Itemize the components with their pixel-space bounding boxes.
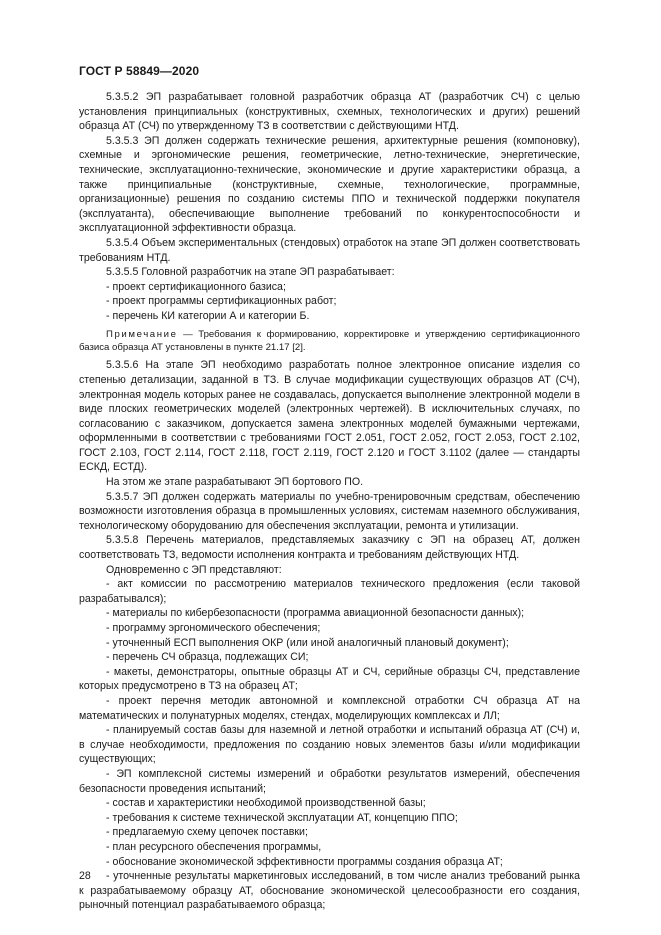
list-item: - акт комиссии по рассмотрению материалов технического предложения (если таковой разрабатывался); <box>79 578 580 605</box>
list-item: - перечень СЧ образца, подлежащих СИ; <box>106 651 309 664</box>
list-item: - предлагаемую схему цепочек поставки; <box>106 826 308 839</box>
list-item: - программу эргономического обеспечения; <box>106 622 321 634</box>
list-item: - проект сертификационного базиса; <box>106 280 286 293</box>
list-item: - макеты, демонстраторы, опытные образцы АТ и СЧ, серийные образцы СЧ, представление которых предусмотрено в ТЗ на образец АТ; <box>79 665 580 693</box>
paragraph: На этом же этапе разрабатывают ЭП бортового ПО. <box>106 476 364 489</box>
list-item: - требования к системе технической эксплуатации АТ, концепцию ППО; <box>106 811 458 824</box>
paragraph: Одновременно с ЭП представляют: <box>106 563 282 576</box>
paragraph: 5.3.5.8 Перечень материалов, представляемых заказчику с ЭП на образец АТ, должен соответствовать ТЗ, ведомости исполнения контракта и требованиям действующих НТД. <box>79 534 580 562</box>
note <box>79 328 580 355</box>
list-item: - материалы по кибербезопасности (программа авиационной безопасности данных); <box>106 607 525 620</box>
paragraph: 5.3.5.7 ЭП должен содержать материалы по учебно-тренировочным средствам, обеспечению возможности изготовления образца в промышленных условиях, системам наземного обслуживания, технологическому оборудованию для обеспечения эксплуатации, ремонта и утилизации. <box>79 490 580 532</box>
list-item: - ЭП комплексной системы измерений и обработки результатов измерений, обеспечения безопасности проведения испытаний; <box>79 767 580 795</box>
paragraph: 5.3.5.5 Головной разработчик на этапе ЭП разрабатывает: <box>106 266 395 279</box>
list-item: - план ресурсного обеспечения программы, <box>106 840 322 853</box>
paragraph: 5.3.5.4 Объем экспериментальных (стендовых) отработок на этапе ЭП должен соответствовать требованиям НТД. <box>79 236 580 264</box>
list-item: - уточненный ЕСП выполнения ОКР (или иной аналогичный плановый документ); <box>106 636 509 649</box>
note-text: — Требования к формированию, корректировке и утверждению сертификационного базиса образца АТ установлены в пункте 21.17 [2]. <box>79 328 580 353</box>
list-item: - состав и характеристики необходимой производственной базы; <box>106 797 426 810</box>
list-item: - уточненные результаты маркетинговых исследований, в том числе анализ требований рынка к разрабатываемому образцу АТ, обоснование экономической целесообразности его создания, рыночный потенциал разрабатываемого образца; <box>79 870 580 912</box>
list-item: - обоснование экономической эффективности программы создания образца АТ; <box>106 855 503 868</box>
list-item: - перечень КИ категории А и категории Б. <box>106 309 310 322</box>
list-item: - планируемый состав базы для наземной и летной отработки и испытаний образца АТ (СЧ) и, в случае необходимости, предложения по созданию новых элементов базы и/или модификации существующих; <box>79 724 580 766</box>
standard-header: ГОСТ Р 58849—2020 <box>79 64 200 78</box>
paragraph: 5.3.5.2 ЭП разрабатывает головной разработчик образца АТ (разработчик СЧ) с целью установления принципиальных (конструктивных, схемных, технологических и других) решений образца АТ (СЧ) по утвержденному ТЗ в соответствии с действующими НТД. <box>79 91 580 133</box>
list-item: - проект перечня методик автономной и комплексной отработки СЧ образца АТ на математических и полунатурных моделях, стендах, моделирующих комплексах и ЛЛ; <box>79 694 580 722</box>
note-label: Примечание <box>106 328 178 340</box>
page-number: 28 <box>79 870 91 882</box>
paragraph: 5.3.5.3 ЭП должен содержать технические решения, архитектурные решения (компоновку), схемные и эргономические решения, геометрические, летно-технические, энергетические, технические, эксплуатационно-технические, экономические и другие характеристики образца, а также принципиальные (конструктивные, схемные, технологические, программные, организационные) решения по созданию системы ППО и технической поддержки покупателя (эксплуатанта), обеспечивающие выполнение требований по конкурентоспособности и эксплуатационной эффективности образца. <box>79 134 580 235</box>
list-item: - проект программы сертификационных работ; <box>106 295 337 308</box>
paragraph: 5.3.5.6 На этапе ЭП необходимо разработать полное электронное описание изделия со степенью детализации, заданной в ТЗ. В случае модификации существующих образцов АТ (СЧ), электронная модель которых ранее не создавалась, допускается выполнение электронной модели в виде плоских геометрических моделей (электронных чертежей). В исключительных случаях, по согласованию с заказчиком, допускается замена электронных моделей бумажными чертежами, оформленными в соответствии с требованиями ГОСТ 2.051, ГОСТ 2.052, ГОСТ 2.053, ГОСТ 2.102, ГОСТ 2.103, ГОСТ 2.114, ГОСТ 2.118, ГОСТ 2.119, ГОСТ 2.120 и ГОСТ 3.1102 (далее — стандарты ЕСКД, ЕСТД). <box>79 359 580 474</box>
document-body <box>79 90 580 913</box>
